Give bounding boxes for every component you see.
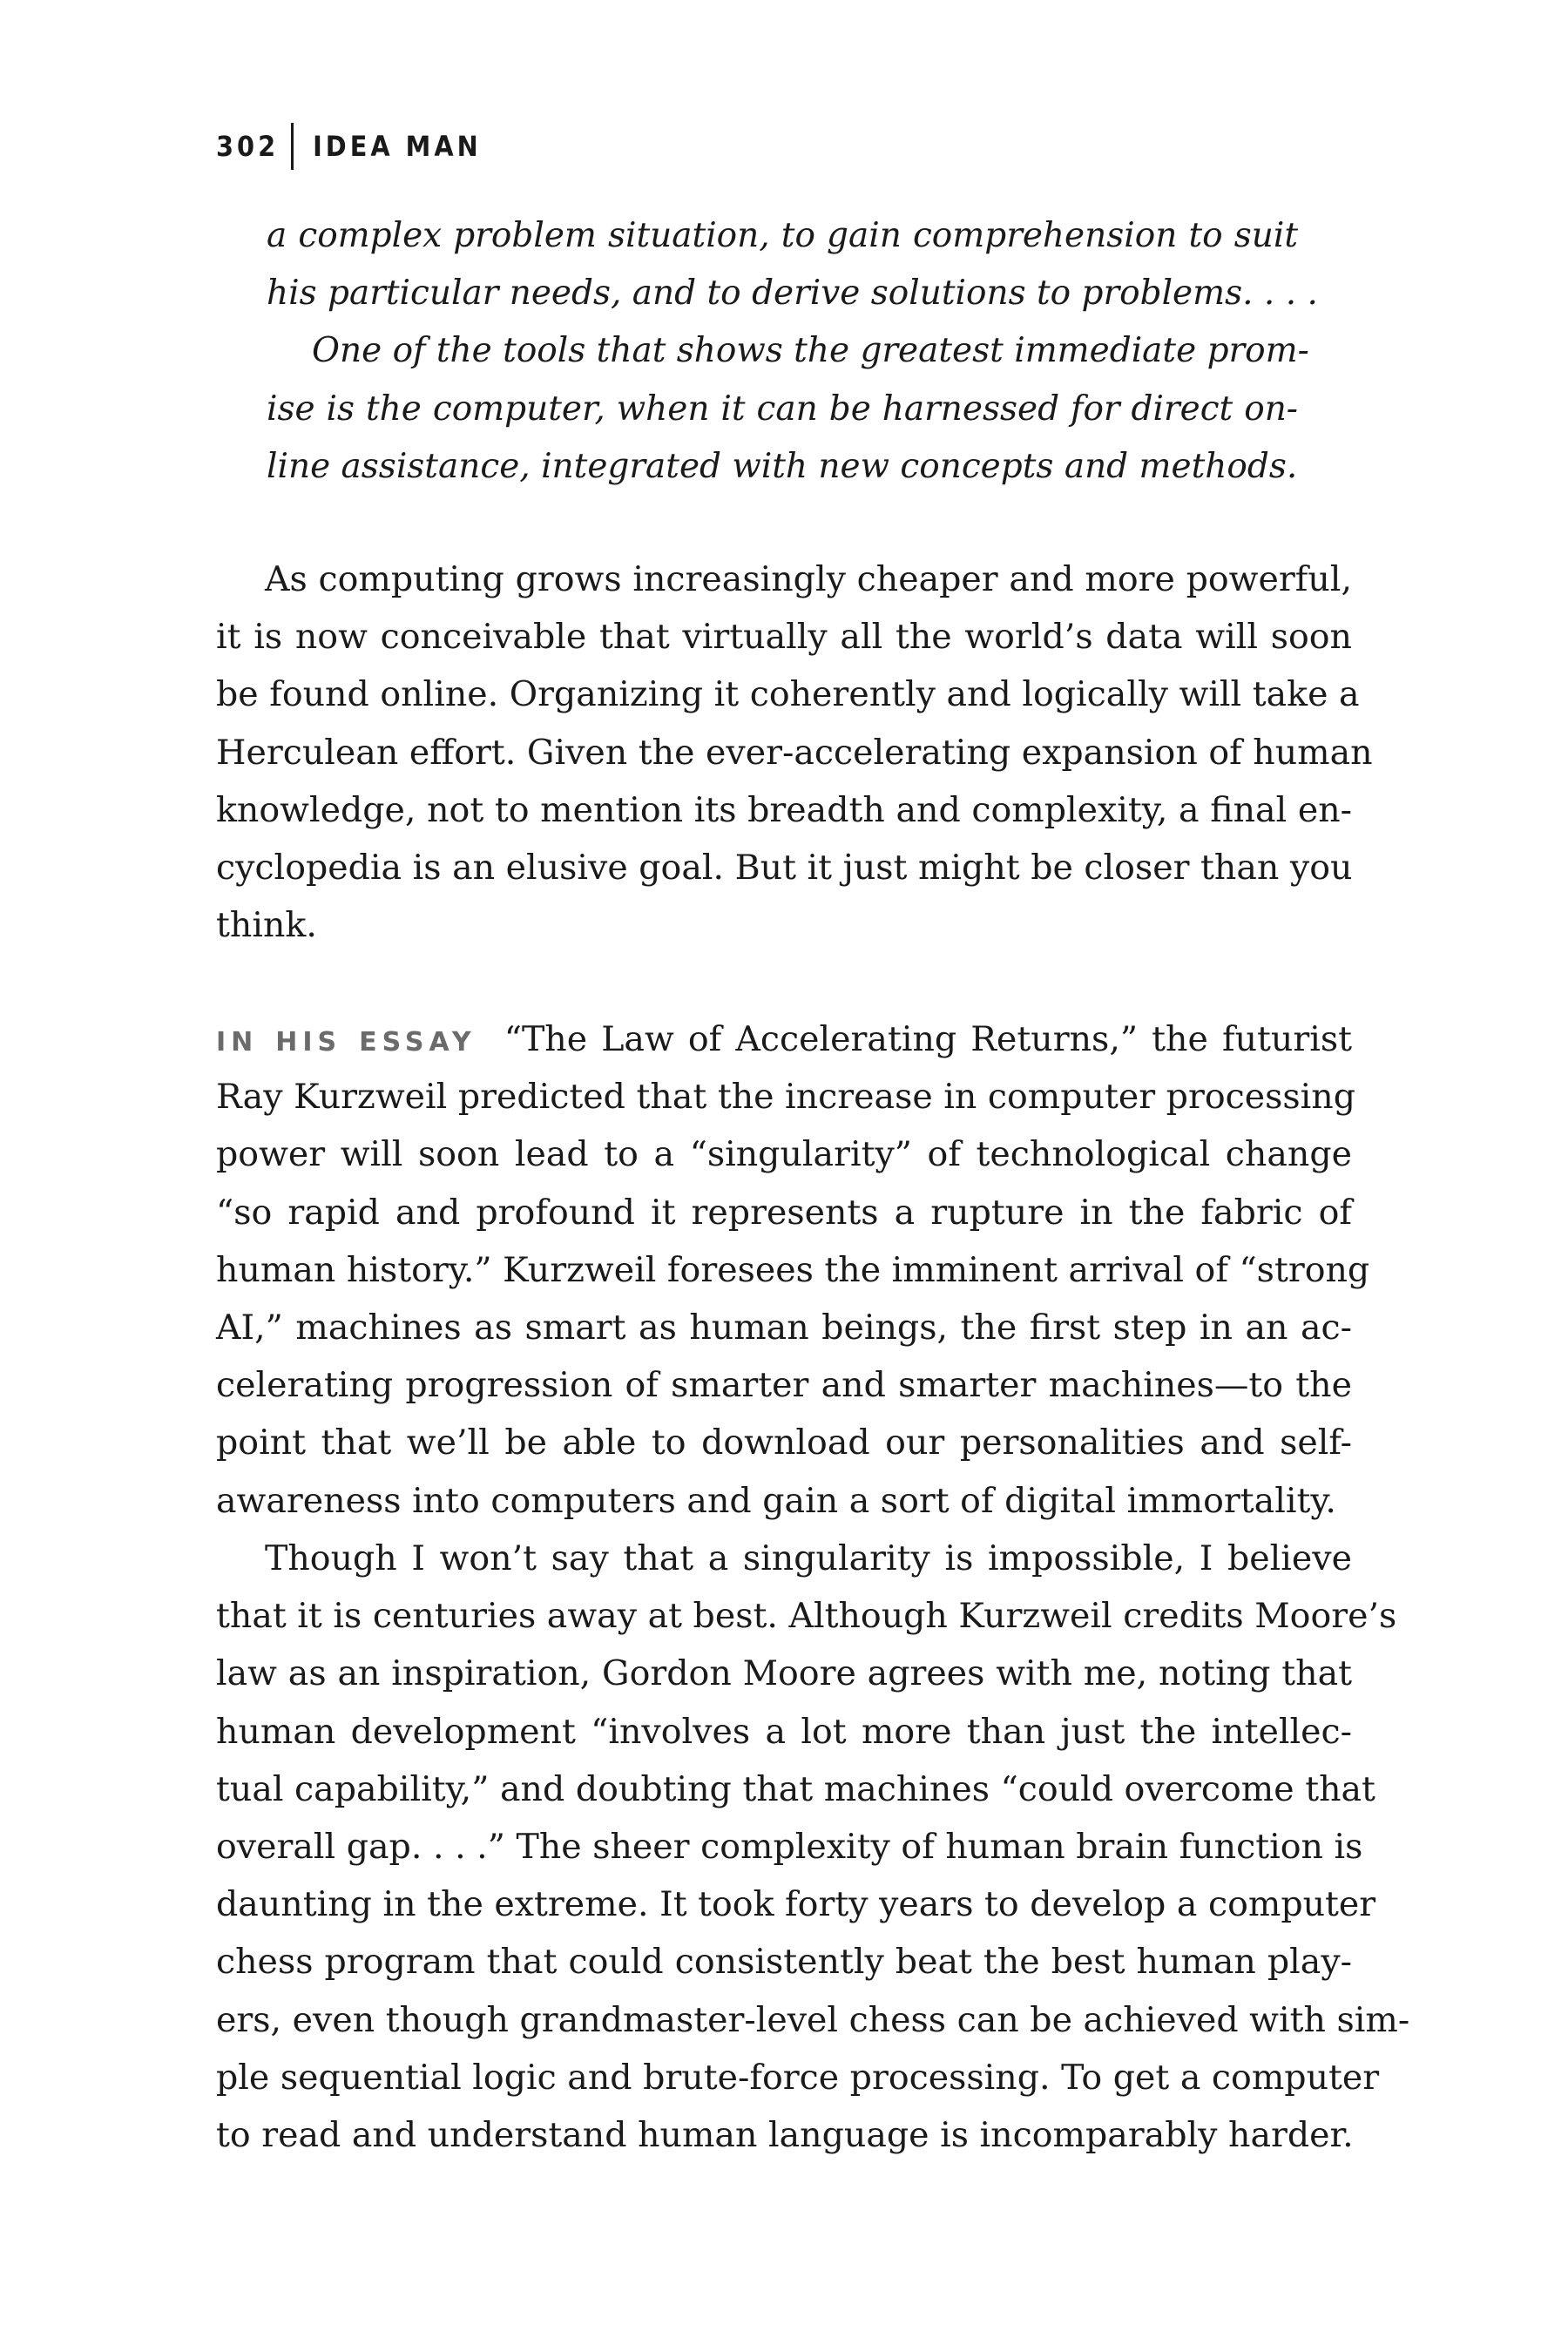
- paragraph-line: ers, even though grandmaster-level chess can be achieved with sim-: [216, 1999, 1410, 2040]
- paragraph-line: Herculean effort. Given the ever-accelerating expansion of human: [216, 732, 1373, 773]
- paragraph-line: Though I won’t say that a singularity is impossible, I believe: [265, 1538, 1352, 1578]
- paragraph-3: [216, 1530, 1410, 2164]
- quote-line: line assistance, integrated with new concepts and methods.: [267, 446, 1298, 486]
- paragraph-line: law as an inspiration, Gordon Moore agrees with me, noting that: [216, 1653, 1352, 1694]
- quote-line: his particular needs, and to derive solutions to problems. . . .: [267, 274, 1318, 314]
- paragraph-line: power will soon lead to a “singularity” of technological change: [216, 1134, 1352, 1175]
- quote-line: a complex problem situation, to gain comprehension to suit: [267, 216, 1298, 255]
- paragraph-line: be found online. Organizing it coherently and logically will take a: [216, 674, 1360, 715]
- paragraph-line: celerating progression of smarter and smarter machines—to the: [216, 1365, 1352, 1406]
- paragraph-line: AI,” machines as smart as human beings, the first step in an ac-: [216, 1307, 1352, 1348]
- paragraph-2: [216, 1010, 1370, 1530]
- paragraph-line: awareness into computers and gain a sort of digital immortality.: [216, 1480, 1336, 1521]
- paragraph-line: it is now conceivable that virtually all the world’s data will soon: [216, 617, 1352, 658]
- paragraph-line: ple sequential logic and brute-force processing. To get a computer: [216, 2057, 1380, 2098]
- paragraph-line: overall gap. . . .” The sheer complexity of human brain function is: [216, 1826, 1363, 1867]
- paragraph-1: [216, 551, 1373, 954]
- quote-line: One of the tools that shows the greatest immediate prom-: [312, 331, 1309, 371]
- block-quote: [267, 207, 1318, 496]
- paragraph-line: human development “involves a lot more than just the intellec-: [216, 1711, 1352, 1752]
- book-title: IDEA MAN: [313, 130, 482, 163]
- section-lead-in: IN HIS ESSAY: [216, 1027, 476, 1058]
- paragraph-line: As computing grows increasingly cheaper and more powerful,: [265, 559, 1352, 599]
- paragraph-line: think.: [216, 905, 317, 946]
- paragraph-line-text: “The Law of Accelerating Returns,” the futurist: [504, 1019, 1352, 1059]
- running-head: [216, 120, 482, 172]
- paragraph-line: cyclopedia is an elusive goal. But it just might be closer than you: [216, 847, 1353, 888]
- paragraph-line: “so rapid and profound it represents a rupture in the fabric of: [216, 1192, 1352, 1233]
- paragraph-line: to read and understand human language is incomparably harder.: [216, 2114, 1354, 2155]
- paragraph-line: that it is centuries away at best. Although Kurzweil credits Moore’s: [216, 1596, 1397, 1637]
- page-number: 302: [216, 130, 280, 163]
- paragraph-line: daunting in the extreme. It took forty years to develop a computer: [216, 1884, 1376, 1925]
- paragraph-line: tual capability,” and doubting that machines “could overcome that: [216, 1768, 1375, 1809]
- paragraph-line: [216, 1010, 1352, 1068]
- running-head-divider: [291, 123, 294, 170]
- paragraph-line: Ray Kurzweil predicted that the increase in computer processing: [216, 1077, 1356, 1118]
- paragraph-line: point that we’ll be able to download our personalities and self-: [216, 1423, 1352, 1463]
- paragraph-line: knowledge, not to mention its breadth and complexity, a final en-: [216, 789, 1352, 830]
- quote-line: ise is the computer, when it can be harnessed for direct on-: [267, 389, 1298, 429]
- paragraph-line: chess program that could consistently beat the best human play-: [216, 1942, 1352, 1983]
- paragraph-line: human history.” Kurzweil foresees the imminent arrival of “strong: [216, 1249, 1370, 1290]
